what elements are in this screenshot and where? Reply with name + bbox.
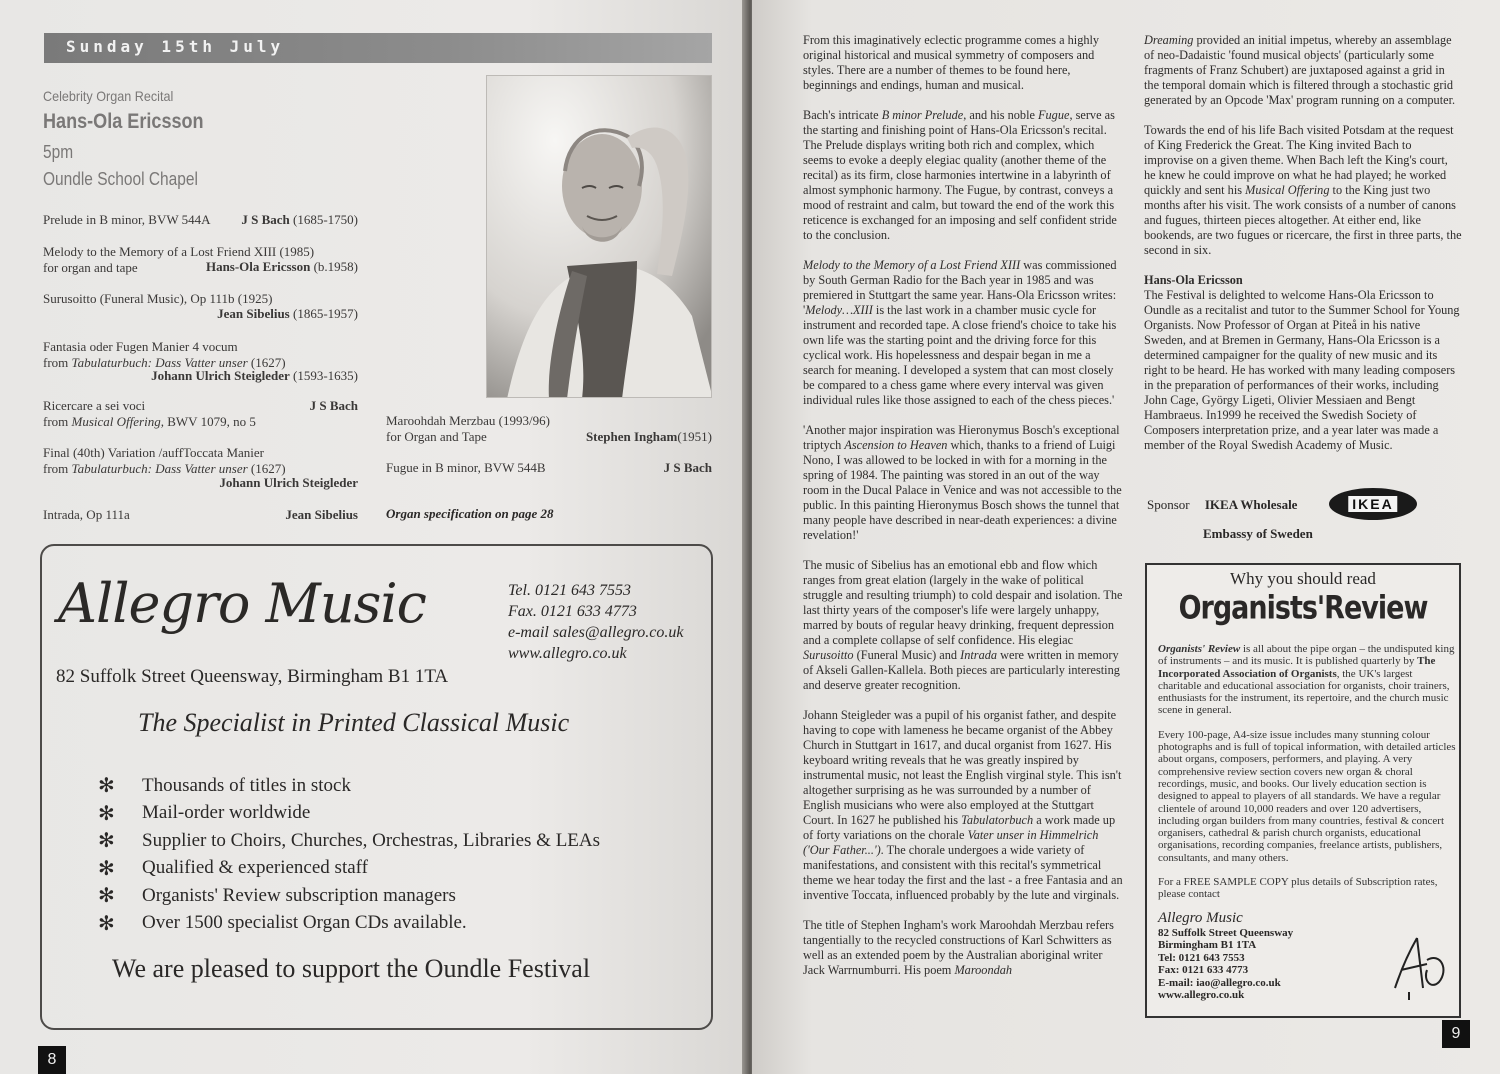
list-item-text: Thousands of titles in stock xyxy=(142,774,351,796)
performer-photo-image xyxy=(487,76,712,398)
work-title: Fugue in B minor, BVW 544B xyxy=(386,460,546,475)
ikea-logo-text: IKEA xyxy=(1348,496,1397,512)
paragraph-text: were written in memory of Akseli Gallen-Kallela. Both pieces are particularly interesting and deserve greater recognition. xyxy=(803,648,1120,692)
or-contact-name: Allegro Music xyxy=(1158,910,1243,926)
composer-dates: (1593-1635) xyxy=(293,368,358,383)
or-paragraph: Every 100-page, A4-size issue includes many stunning colour photographs and is full of topical information, with detailed articles about organs, composers, performers, and playing. A very comprehensive review section covers new organ & choral recordings, music, and books. Our lively education section is designed to appeal to players of all standards. We have a regular clientele of around 10,000 readers and over 120 advertisers, including organ builders from many countries, festival & concert organisers, cathedral & parish church organists, educational organisations, recording companies, freelance artists, publishers, consultants, and many others. xyxy=(1158,728,1456,864)
italic-title: Organists' Review xyxy=(1158,643,1241,655)
work-source-year: (1627) xyxy=(247,461,286,476)
paragraph-text: The title of Stephen Ingham's work Maroohdah Merzbau refers tangentially to the recycled constructions of Karl Schwitters as well as an extended poem by the Australian aboriginal writer Jack Warrnumburri. His poem xyxy=(803,918,1114,977)
paragraph-text: , the UK's largest charitable and educational association for organists, choir trainers, enthusiasts for the instrument, its repertoire, and the church music scene in general. xyxy=(1158,667,1450,717)
work-title: Final (40th) Variation /auffToccata Manier xyxy=(43,445,264,460)
advert-tel: Tel. 0121 643 7553 xyxy=(508,582,631,599)
or-contact xyxy=(1158,909,1293,1001)
work-source: Musical Offering, xyxy=(71,414,164,429)
work-title: Intrada, Op 111a xyxy=(43,507,130,522)
work-source-prefix: from xyxy=(43,414,72,429)
paragraph-text: which, thanks to a friend of Luigi Nono, I was allowed to be locked in with for a morning in the spring of 1984. The painting was stored in an out of the way room in the Ducal Palace in Venice and was not accessible to the public. In this painting Hieronymus Bosch shows the tunnel that many people have described in near-death experiences: a divine revelation!' xyxy=(803,438,1122,542)
list-item xyxy=(98,827,600,855)
programme-item-4 xyxy=(43,339,358,387)
programme-item-5 xyxy=(43,398,358,430)
composer-name: Johann Ulrich Steigleder xyxy=(219,475,358,490)
advert-address: 82 Suffolk Street Queensway, Birmingham B1 1TA xyxy=(56,666,449,687)
composer-name: J S Bach xyxy=(309,398,358,413)
article-column-2 xyxy=(1144,33,1462,468)
paragraph-text: . The chorale undergoes a wide variety of manifestations, and consistent with this recital's symmetrical theme we hear today the first and the last - a free Fantasia and an inventive Toccata, influenced probably by the lute and virginals. xyxy=(803,843,1123,902)
composer-name: J S Bach xyxy=(663,460,712,475)
organists-review-advert xyxy=(1145,563,1461,1018)
list-item-text: Organists' Review subscription managers xyxy=(142,884,456,906)
italic-title: Surusoitto xyxy=(803,648,854,662)
article-paragraph xyxy=(803,258,1123,408)
composer-name: Stephen Ingham xyxy=(585,429,678,444)
work-title: Prelude in B minor, BVW 544A xyxy=(43,212,211,227)
article-paragraph xyxy=(803,423,1123,543)
article-paragraph xyxy=(803,33,1123,93)
or-paragraph: For a FREE SAMPLE COPY plus details of Subscription rates, please contact xyxy=(1158,876,1438,901)
sponsor-block xyxy=(1147,497,1427,547)
italic-title: Melody…XIII xyxy=(805,303,873,317)
recital-type: Celebrity Organ Recital xyxy=(43,88,174,104)
or-contact-line: 82 Suffolk Street Queensway xyxy=(1158,927,1294,939)
list-item-text: Qualified & experienced staff xyxy=(142,857,368,879)
asterisk-bullet-icon: ✻ xyxy=(98,885,115,908)
composer-dates: (b.1958) xyxy=(313,259,358,274)
asterisk-bullet-icon: ✻ xyxy=(98,857,115,880)
work-source-year: (1627) xyxy=(247,355,286,370)
list-item-text: Over 1500 specialist Organ CDs available. xyxy=(142,912,467,934)
paragraph-text: to the King just two months after his visit. The work consists of a number of canons and fugues, thirteen pieces altogether. At either end, like bookends, are two fugues or ricercare, the first in three parts, the second in six. xyxy=(1144,183,1462,257)
date-header-bar xyxy=(44,33,712,63)
work-source-number: BWV 1079, no 5 xyxy=(163,414,256,429)
sponsor-label: Sponsor xyxy=(1147,497,1190,512)
paragraph-text: is all about the pipe organ – the undisputed king of instruments – and its music. It is published quarterly by xyxy=(1158,643,1455,668)
list-item xyxy=(98,772,600,800)
recital-time: 5pm xyxy=(43,142,74,162)
italic-title: Musical Offering xyxy=(1245,183,1330,197)
iao-monogram-logo xyxy=(1387,930,1451,1002)
composer-name: Johann Ulrich Steigleder xyxy=(151,368,290,383)
composer-name: J S Bach xyxy=(241,212,290,227)
allegro-music-advert xyxy=(40,544,713,1030)
asterisk-bullet-icon: ✻ xyxy=(98,912,115,935)
italic-title: Intrada xyxy=(960,648,998,662)
advert-fax: Fax. 0121 633 4773 xyxy=(508,603,637,620)
article-paragraph xyxy=(1144,33,1462,108)
article-paragraph xyxy=(1144,123,1462,258)
paragraph-text: (Funeral Music) and xyxy=(853,648,961,662)
list-item xyxy=(98,882,600,910)
paragraph-text: From this imaginatively eclectic programme comes a highly original historical and musical symmetry of composers and styles. There are a number of themes to be found here, beginnings and endings, human and musical. xyxy=(803,33,1100,92)
italic-title: Ascension to Heaven xyxy=(844,438,948,452)
performer-name: Hans-Ola Ericsson xyxy=(43,110,204,133)
advert-title: Allegro Music xyxy=(58,572,426,635)
article-column-1 xyxy=(803,33,1123,993)
organists-review-logo: Organists'Review xyxy=(1178,589,1428,628)
advert-contact xyxy=(508,580,683,664)
page-number: 8 xyxy=(38,1046,66,1074)
italic-title: B minor Prelude xyxy=(881,108,964,122)
article-paragraph xyxy=(803,708,1123,903)
article-paragraph xyxy=(803,918,1123,978)
article-paragraph xyxy=(803,558,1123,693)
programme-item-2 xyxy=(43,244,358,276)
work-subtitle: for organ and tape xyxy=(43,260,138,275)
or-paragraph xyxy=(1158,643,1458,717)
or-contact-line: Tel: 0121 643 7553 xyxy=(1158,951,1245,964)
asterisk-bullet-icon: ✻ xyxy=(98,830,115,853)
work-source: Tabulaturbuch: Dass Vatter unser xyxy=(71,355,248,370)
work-title: Melody to the Memory of a Lost Friend XIII (1985) xyxy=(43,244,315,259)
paragraph-text: 'Another major inspiration was Hieronymus Bosch's exceptional triptych xyxy=(803,423,1120,452)
paragraph-text: Johann Steigleder was a pupil of his organist father, and despite having to cope with lameness he became organist of the Abbey Church in Stuttgart in 1617, and ducal organist from 1627. His keyboard writing reveals that he was greatly inspired by instrumental music, not least the English virginal style. This isn't altogether surprising as he was surrounded by a number of English musicians who were also employed at the Stuttgart Court. In 1627 he published his xyxy=(803,708,1122,827)
work-title: Ricercare a sei voci xyxy=(43,398,146,413)
composer-dates: (1685-1750) xyxy=(293,212,358,227)
asterisk-bullet-icon: ✻ xyxy=(98,775,115,798)
or-contact-line: Birmingham B1 1TA xyxy=(1158,939,1257,952)
composer-name: Hans-Ola Ericsson xyxy=(205,259,311,274)
paragraph-text: Towards the end of his life Bach visited Potsdam at the request of King Frederick the Great. The King invited Bach to improvise on a given theme. When Bach left the King's court, he knew he could improve on what he had played; he worked quickly and sent his xyxy=(1144,123,1454,197)
paragraph-text: provided an initial impetus, whereby an assemblage of neo-Dadaistic 'found musical objects' (particularly some fragments of Franz Schubert) are juxtaposed against a grid in the temporal domain which is filtered through a stochastic grid generated by an Opcode 'Max' program running on a computer. xyxy=(1144,33,1456,107)
asterisk-bullet-icon: ✻ xyxy=(98,802,115,825)
sponsor-embassy: Embassy of Sweden xyxy=(1203,526,1313,541)
bio-heading: Hans-Ola Ericsson xyxy=(1144,273,1243,287)
advert-feature-list xyxy=(98,772,600,937)
programme-item-1 xyxy=(43,212,358,228)
list-item xyxy=(98,800,600,828)
italic-title: Vater unser in Himmelrich ('Our Father...') xyxy=(803,828,1099,857)
sponsor-name: IKEA Wholesale xyxy=(1204,497,1298,512)
work-source: Tabulaturbuch: Dass Vatter unser xyxy=(71,461,248,476)
advert-tagline: The Specialist in Printed Classical Music xyxy=(138,708,570,737)
programme-item-3 xyxy=(43,291,358,323)
date-header: Sunday 15th July xyxy=(66,37,285,56)
composer-name: Jean Sibelius xyxy=(285,507,358,522)
composer-dates: (1951) xyxy=(677,429,712,444)
paragraph-text: a work made up of forty variations on the chorale xyxy=(803,813,1116,842)
work-subtitle: for Organ and Tape xyxy=(386,429,487,444)
composer-dates: (1865-1957) xyxy=(293,306,358,321)
performer-photo xyxy=(486,75,712,398)
list-item-text: Supplier to Choirs, Churches, Orchestras, Libraries & LEAs xyxy=(142,829,601,851)
paragraph-text: , serve as the starting and finishing point of Hans-Ola Ericsson's recital. The Prelude displays writing both rich and complex, which seems to evoke a deeply elegiac quality (another theme of the recital) as its firm, close harmonies intertwine in a labyrinth of almost symphonic harmony. The Fugue, by contrast, conveys a mood of restraint and calm, but toward the end of the work this reticence is exchanged for an imposing and self confident stride to the conclusion. xyxy=(803,108,1117,242)
work-source-prefix: from xyxy=(43,355,72,370)
recital-heading xyxy=(43,88,230,190)
work-source-prefix: from xyxy=(43,461,72,476)
paragraph-text: Bach's intricate xyxy=(803,108,882,122)
advert-email: e-mail sales@allegro.co.uk xyxy=(508,624,684,641)
paragraph-text: is the last work in a chamber music cycle for instrument and recorded tape. A close friend's choice to take his own life was the starting point and the driving force for this cyclical work. His hopelessness and despair began in me a search for meaning. I developed a system that can most closely be compared to a chess game where every interval was given individual rules like those assigned to each of the chess pieces.' xyxy=(803,303,1117,407)
or-contact-line: Fax: 0121 633 4773 xyxy=(1158,964,1249,977)
list-item-text: Mail-order worldwide xyxy=(142,802,311,824)
or-heading: Why you should read xyxy=(1230,569,1376,588)
ikea-logo xyxy=(1329,488,1417,520)
work-title: Surusoitto (Funeral Music), Op 111b (1925) xyxy=(43,291,273,306)
list-item xyxy=(98,910,600,938)
programme-item-9 xyxy=(386,460,712,476)
article-paragraph xyxy=(803,108,1123,243)
paragraph-text: , and his noble xyxy=(963,108,1039,122)
italic-title: Maroondah xyxy=(954,963,1013,977)
programme-item-8 xyxy=(386,413,712,445)
advert-web: www.allegro.co.uk xyxy=(508,645,627,662)
programme-item-6 xyxy=(43,445,358,493)
or-contact-line: E-mail: iao@allegro.co.uk xyxy=(1158,976,1281,989)
italic-title: Dreaming xyxy=(1144,33,1194,47)
list-item xyxy=(98,855,600,883)
or-body xyxy=(1158,643,1458,913)
recital-venue: Oundle School Chapel xyxy=(43,169,198,189)
italic-title: Melody to the Memory of a Lost Friend XIII xyxy=(803,258,1021,272)
or-contact-line: www.allegro.co.uk xyxy=(1158,989,1245,1002)
paragraph-text: was commissioned by South German Radio for the Bach year in 1985 and was premiered in Stuttgart the same year. Hans-Ola Ericsson writes: ' xyxy=(803,258,1117,317)
bio-paragraph: The Festival is delighted to welcome Hans-Ola Ericsson to Oundle as a recitalist and tutor to the Summer School for Young Organists. Now Professor of Organ at Piteå in his native Sweden, and at Bremen in Germany, Hans-Ola Ericsson is a determined campaigner for the quality of new music and its right to be heard. He has worked with many leading composers in the preparation of performances of their works, including John Cage, György Ligeti, Olivier Messiaen and Bengt Hambraeus. In1999 he received the Swedish Society of Composers interpretation prize, and a year later was made a member of the Royal Swedish Academy of Music. xyxy=(1144,288,1460,452)
composer-name: Jean Sibelius xyxy=(217,306,290,321)
page-number: 9 xyxy=(1442,1020,1470,1048)
work-title: Maroohdah Merzbau (1993/96) xyxy=(386,413,550,428)
bold-text: The Incorporated Association of Organists xyxy=(1158,655,1436,680)
organ-spec-note: Organ specification on page 28 xyxy=(386,506,554,521)
italic-title: Tabulatorbuch xyxy=(961,813,1034,827)
left-page xyxy=(0,0,748,1074)
programme-item-7 xyxy=(43,507,358,523)
paragraph-text: The music of Sibelius has an emotional ebb and flow which ranges from great elation (largely in the wake of political struggle and resulting triumph) to cold despair and isolation. The last thirty years of the composer's life were largely unhappy, marred by bouts of regular heavy drinking, frequent depression and a complete collapse of self confidence. His elegiac xyxy=(803,558,1123,647)
italic-title: Fugue xyxy=(1038,108,1070,122)
advert-support-line: We are pleased to support the Oundle Festival xyxy=(112,954,591,983)
work-title: Fantasia oder Fugen Manier 4 vocum xyxy=(43,339,238,354)
